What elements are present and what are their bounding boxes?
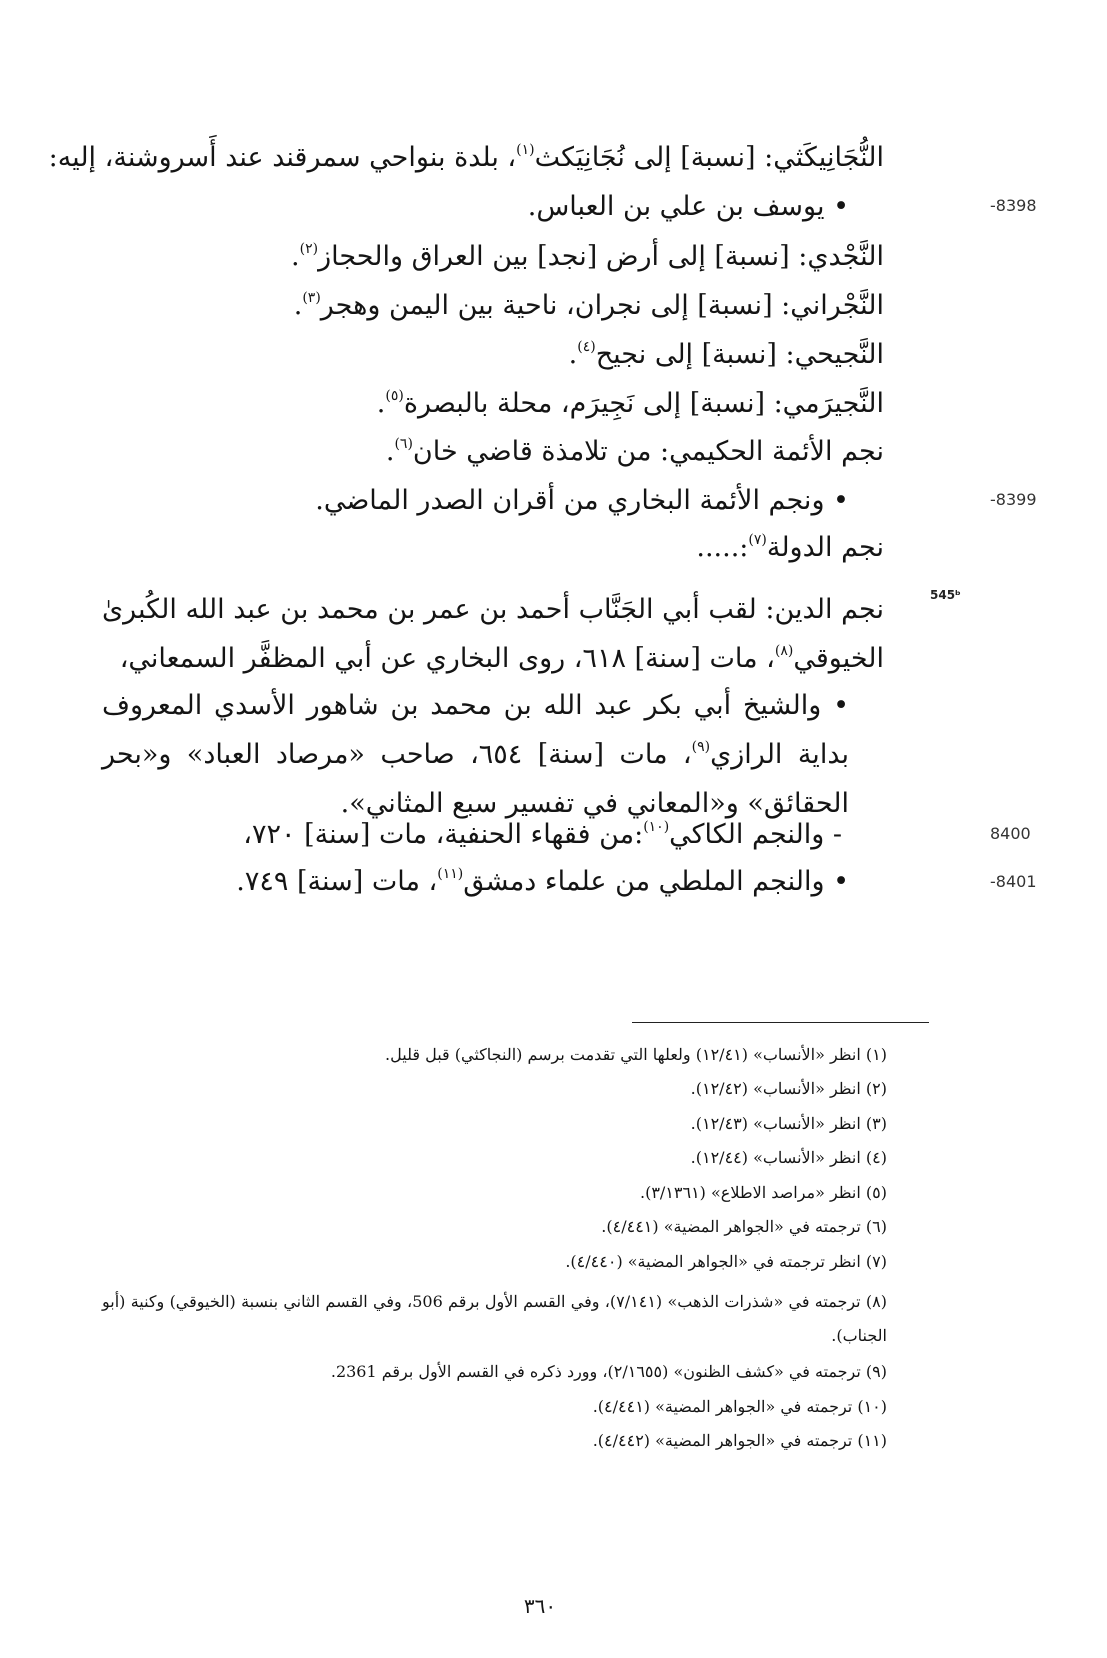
entry-najaniki: النُّجَانِيكَثي: [نسبة] إلى نُجَانِيَكث$^{(١)}$، بلدة بنواحي سمرقند عند أَسروشنة، إليه: (48, 142, 884, 173)
entry-najmdin: نجم الدين: لقب أبي الجَنَّاب أحمد بن عمر بن محمد بن عبد الله الكُبرىٰ الخيوقي$^{(٨)}$، مات [سنة] ٦١٨، روى البخاري عن أبي المظفَّر السمعاني، (102, 594, 884, 674)
footnote-11: (١١) ترجمته في «الجواهر المضية» (٤/٤٤٢). (592, 1431, 887, 1450)
entry-8401: • والنجم الملطي من علماء دمشق$^{(١١)}$، مات [سنة] ٧٤٩. (236, 866, 849, 897)
footnote-separator (632, 1022, 929, 1023)
page-number: ٣٦٠ (523, 1594, 557, 1618)
footnote-5: (٥) انظر «مراصد الاطلاع» (٣/١٣٦١). (639, 1183, 887, 1202)
entry-dawla: نجم الدولة$^{(٧)}$:..... (696, 532, 884, 563)
entry-hakimi: نجم الأئمة الحكيمي: من تلامذة قاضي خان$^{(٦)}$. (385, 436, 884, 467)
entry-number-8398: -8398 (990, 196, 1037, 215)
entry-najdi: النَّجْدي: [نسبة] إلى أرض [نجد] بين العراق والحجاز$^{(٢)}$. (291, 241, 884, 272)
entry-number-8401: -8401 (990, 872, 1037, 891)
entry-najirami: النَّجيرَمي: [نسبة] إلى نَجِيرَم، محلة بالبصرة$^{(٥)}$. (376, 388, 884, 419)
entry-8400: - والنجم الكاكي$^{(١٠)}$:من فقهاء الحنفية، مات [سنة] ٧٢٠، (243, 819, 842, 850)
footnote-8: (٨) ترجمته في «شذرات الذهب» (٧/١٤١)، وفي القسم الأول برقم 506، وفي القسم الثاني بنسبة (الخيوقي) وكنية (أبو الجناب). (102, 1292, 887, 1345)
footnote-3: (٣) انظر «الأنساب» (١٢/٤٣). (690, 1114, 887, 1133)
footnote-10: (١٠) ترجمته في «الجواهر المضية» (٤/٤٤١). (592, 1397, 887, 1416)
footnote-4: (٤) انظر «الأنساب» (١٢/٤٤). (690, 1148, 887, 1167)
footnote-7: (٧) انظر ترجمته في «الجواهر المضية» (٤/٤٤٠). (565, 1252, 887, 1271)
footnote-1: (١) انظر «الأنساب» (١٢/٤١) ولعلها التي تقدمت برسم (النجاكثي) قبل قليل. (385, 1045, 887, 1064)
footnote-6: (٦) ترجمته في «الجواهر المضية» (٤/٤٤١). (601, 1217, 887, 1236)
entry-number-8400: 8400 (990, 824, 1031, 843)
entry-8398: • يوسف بن علي بن العباس. (527, 191, 849, 222)
footnote-2: (٢) انظر «الأنساب» (١٢/٤٢). (690, 1079, 887, 1098)
entry-number-8399: -8399 (990, 490, 1037, 509)
entry-8399: • ونجم الأئمة البخاري من أقران الصدر الماضي. (315, 485, 849, 516)
entry-najrani: النَّجْراني: [نسبة] إلى نجران، ناحية بين اليمن وهجر$^{(٣)}$. (293, 290, 884, 321)
entry-najihi: النَّجيحي: [نسبة] إلى نجيح$^{(٤)}$. (568, 339, 884, 370)
manuscript-folio-marker: 545ᵇ (930, 588, 961, 602)
footnote-9: (٩) ترجمته في «كشف الظنون» (٢/١٦٥٥)، وورد ذكره في القسم الأول برقم 2361. (330, 1362, 887, 1381)
entry-razi: • والشيخ أبي بكر عبد الله بن محمد بن شاهور الأسدي المعروف بداية الرازي$^{(٩)}$، مات [سنة] ٦٥٤، صاحب «مرصاد العباد» و«بحر الحقائق» و«المعاني في تفسير سبع المثاني». (102, 690, 850, 819)
